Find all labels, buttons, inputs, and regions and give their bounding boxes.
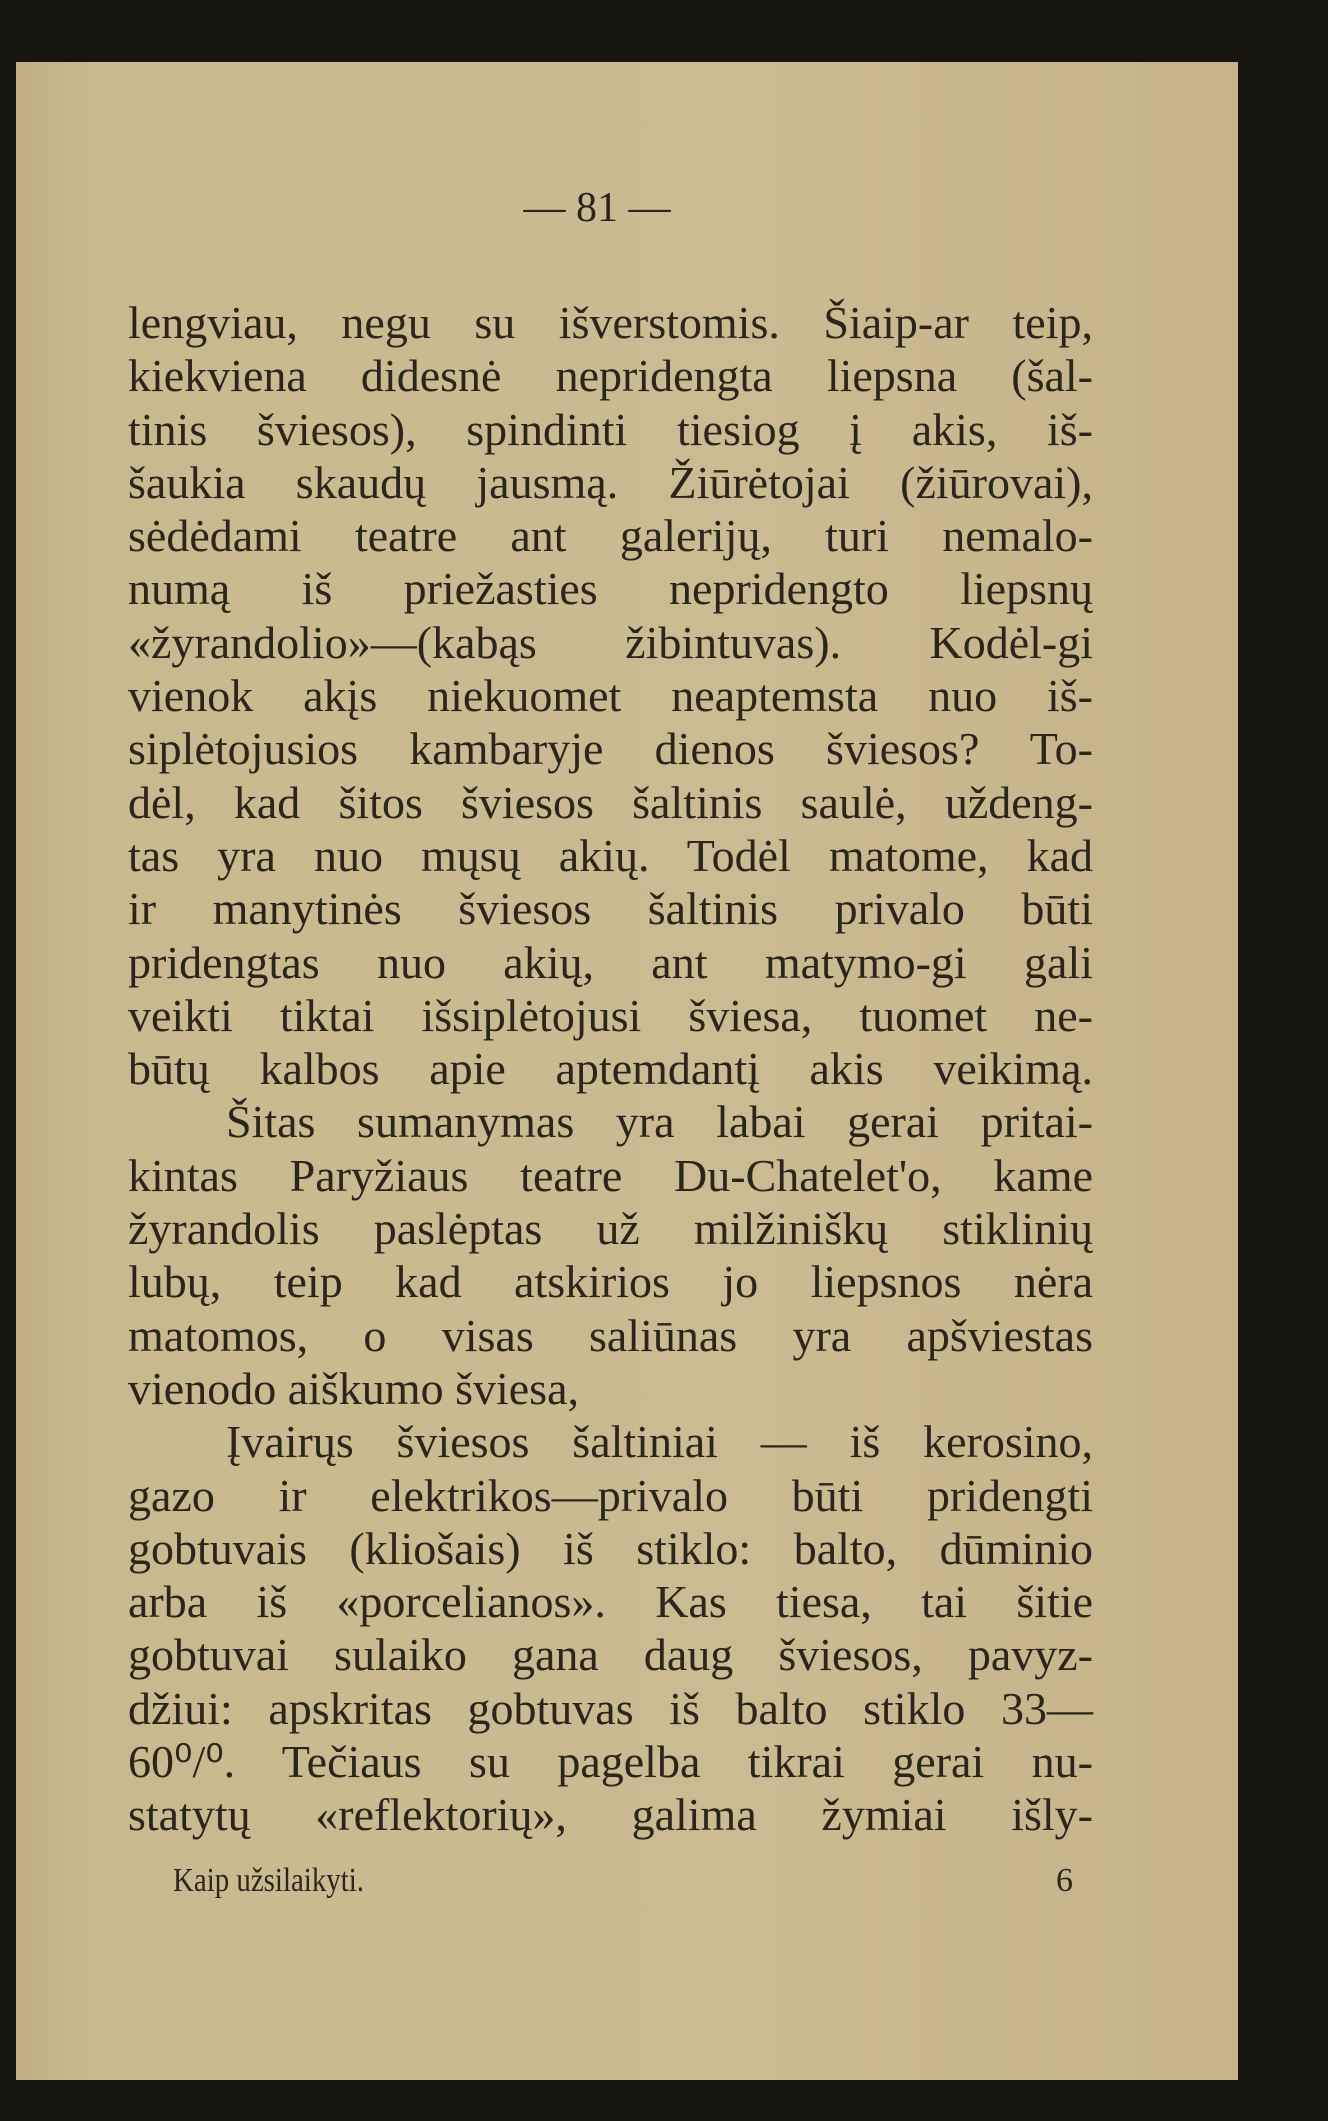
text-line: «žyrandolio»—(kabąs žibintuvas). Kodėl-gi: [128, 616, 1093, 668]
text-line: 60⁰/⁰. Tečiaus su pagelba tikrai gerai nu-: [128, 1736, 1093, 1788]
text-line: džiui: apskritas gobtuvas iš balto stiklo 33—: [128, 1682, 1093, 1734]
text-line: ir manytinės šviesos šaltinis privalo būti: [128, 883, 1093, 935]
text-line: veikti tiktai išsiplėtojusi šviesa, tuomet ne-: [128, 989, 1093, 1041]
footer-sheet-number: 6: [1056, 1862, 1073, 1899]
text-line: tinis šviesos), spindinti tiesiog į akis, iš-: [128, 403, 1093, 455]
text-line: būtų kalbos apie aptemdantį akis veikimą.: [128, 1043, 1093, 1095]
text-line: sėdėdami teatre ant galerijų, turi nemalo-: [128, 510, 1093, 562]
text-line: kiekviena didesnė nepridengta liepsna (šal-: [128, 350, 1093, 402]
text-line: arba iš «porcelianos». Kas tiesa, tai šitie: [128, 1576, 1093, 1628]
paragraph-start-line: Įvairųs šviesos šaltiniai — iš kerosino,: [226, 1416, 1093, 1468]
text-line: šaukia skaudų jausmą. Žiūrėtojai (žiūrovai),: [128, 456, 1093, 508]
text-line: gobtuvais (kliošais) iš stiklo: balto, dūminio: [128, 1522, 1093, 1574]
text-line: lengviau, negu su išverstomis. Šiaip-ar teip,: [128, 297, 1093, 348]
text-line: numą iš priežasties nepridengto liepsnų: [128, 563, 1093, 615]
text-line: kintas Paryžiaus teatre Du-Chatelet'o, kame: [128, 1149, 1093, 1201]
text-line: vienok akįs niekuomet neaptemsta nuo iš-: [128, 670, 1093, 722]
page-number-header: — 81 —: [523, 185, 671, 231]
text-line: gobtuvai sulaiko gana daug šviesos, pavyz-: [128, 1629, 1093, 1681]
paragraph-start-line: Šitas sumanymas yra labai gerai pritai-: [226, 1096, 1093, 1148]
page-body-text: [128, 296, 1093, 1842]
text-line: pridengtas nuo akių, ant matymo-gi gali: [128, 936, 1093, 988]
text-line: žyrandolis paslėptas už milžiniškų stiklinių: [128, 1203, 1093, 1255]
text-line: dėl, kad šitos šviesos šaltinis saulė, uždeng-: [128, 776, 1093, 828]
text-line: tas yra nuo mųsų akių. Todėl matome, kad: [128, 829, 1093, 881]
text-line: statytų «reflektorių», galima žymiai išly-: [128, 1789, 1093, 1841]
text-line: gazo ir elektrikos—privalo būti pridengti: [128, 1469, 1093, 1521]
paragraph-end-line: vienodo aiškumo šviesa,: [128, 1362, 579, 1414]
book-page: [16, 62, 1238, 2080]
text-line: lubų, teip kad atskirios jo liepsnos nėra: [128, 1256, 1093, 1308]
text-line: matomos, o visas saliūnas yra apšviestas: [128, 1309, 1093, 1361]
text-line: siplėtojusios kambaryje dienos šviesos? To-: [128, 723, 1093, 775]
footer-signature: Kaip užsilaikyti.: [173, 1862, 365, 1899]
